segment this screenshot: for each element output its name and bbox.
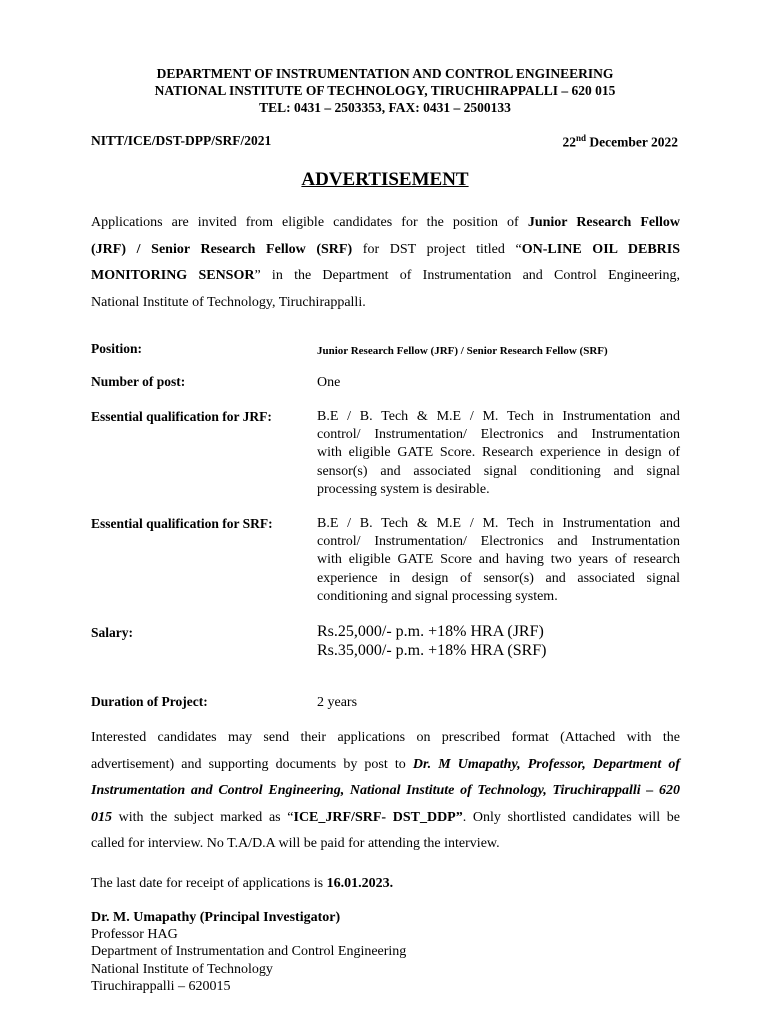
date-suffix: nd	[576, 133, 587, 143]
intro-text: Applications are invited from eligible candidates for the position of	[91, 215, 528, 230]
intro-line	[91, 210, 680, 237]
intro-text: for DST project titled “	[352, 241, 522, 257]
subject-code: ICE_JRF/SRF- DST_DDP”	[293, 809, 463, 825]
signatory-institute: National Institute of Technology	[91, 961, 273, 977]
apply-line	[91, 752, 680, 779]
signatory-name: Dr. M. Umapathy (Principal Investigator)	[91, 910, 341, 925]
posts-label: Number of post:	[91, 374, 186, 389]
application-paragraph	[91, 725, 680, 858]
jrf-line: sensor(s) and associated signal conditioning and signal	[317, 463, 680, 479]
position-value: Junior Research Fellow (JRF) / Senior Research Fellow (SRF)	[317, 345, 608, 357]
intro-paragraph	[91, 210, 680, 316]
intro-line	[91, 237, 680, 264]
salary-value	[317, 622, 680, 660]
srf-qualification-label: Essential qualification for SRF:	[91, 516, 273, 531]
jrf-qualification-label: Essential qualification for JRF:	[91, 409, 272, 424]
signatory-department: Department of Instrumentation and Control Engineering	[91, 944, 407, 960]
position-label: Position:	[91, 341, 143, 356]
srf-line: experience in design of sensor(s) and associated signal	[317, 570, 680, 586]
date-rest: December 2022	[586, 134, 678, 150]
salary-label: Salary:	[91, 625, 133, 640]
last-date-value: 16.01.2023.	[326, 876, 394, 891]
signature-block	[91, 909, 406, 995]
intro-bold: MONITORING SENSOR	[91, 268, 255, 283]
date-day: 22	[562, 134, 577, 150]
srf-line: control/ Instrumentation/ Electronics and Instrumentation	[317, 534, 680, 550]
jrf-line: with eligible GATE Score. Research experience in design of	[317, 445, 680, 461]
contact-address: Instrumentation and Control Engineering, National Institute of Technology, Tiruchirappalli – 620	[91, 783, 680, 798]
contact-line: TEL: 0431 – 2503353, FAX: 0431 – 2500133	[259, 100, 511, 115]
apply-line	[91, 805, 680, 832]
page-title: ADVERTISEMENT	[301, 169, 469, 190]
apply-line	[91, 778, 680, 805]
posts-value: One	[317, 375, 341, 390]
signatory-city: Tiruchirappalli – 620015	[91, 978, 231, 994]
duration-label: Duration of Project:	[91, 694, 208, 709]
srf-line: conditioning and signal processing system.	[317, 588, 558, 604]
salary-line: Rs.25,000/- p.m. +18% HRA (JRF)	[317, 623, 544, 640]
jrf-line: B.E / B. Tech & M.E / M. Tech in Instrumentation and	[317, 409, 680, 424]
salary-line: Rs.35,000/- p.m. +18% HRA (SRF)	[317, 642, 547, 659]
apply-line: Interested candidates may send their applications on prescribed format (Attached with the	[91, 730, 680, 745]
srf-line: B.E / B. Tech & M.E / M. Tech in Instrumentation and	[317, 516, 680, 531]
jrf-qualification-value	[317, 408, 680, 499]
last-date-text: The last date for receipt of applications is	[91, 876, 327, 891]
institute-heading: NATIONAL INSTITUTE OF TECHNOLOGY, TIRUCHIRAPPALLI – 620 015	[154, 83, 616, 98]
jrf-line: control/ Instrumentation/ Electronics and Instrumentation	[317, 427, 680, 443]
apply-text: . Only shortlisted candidates will be	[462, 809, 680, 825]
duration-value: 2 years	[317, 695, 358, 710]
intro-bold: ON-LINE OIL DEBRIS	[521, 241, 680, 257]
contact-pincode: 015	[91, 809, 112, 825]
intro-text: ” in the Department of Instrumentation and Control Engineering,	[254, 268, 680, 283]
apply-line: called for interview. No T.A/D.A will be paid for attending the interview.	[91, 836, 500, 851]
document-date	[563, 133, 678, 151]
intro-line: National Institute of Technology, Tiruchirappalli.	[91, 294, 366, 310]
intro-line	[91, 263, 680, 290]
apply-text: with the subject marked as “	[112, 809, 294, 825]
intro-bold: Junior Research Fellow	[527, 215, 680, 230]
srf-line: with eligible GATE Score and having two years of research	[317, 552, 680, 568]
signatory-designation: Professor HAG	[91, 927, 178, 943]
srf-qualification-value	[317, 515, 680, 606]
department-heading: DEPARTMENT OF INSTRUMENTATION AND CONTROL ENGINEERING	[156, 66, 614, 81]
reference-number: NITT/ICE/DST-DPP/SRF/2021	[91, 133, 272, 148]
contact-person: Dr. M Umapathy, Professor, Department of	[412, 756, 680, 772]
jrf-line: processing system is desirable.	[317, 481, 490, 497]
last-date-line	[91, 875, 393, 892]
intro-bold: (JRF) / Senior Research Fellow (SRF)	[91, 241, 353, 257]
apply-text: advertisement) and supporting documents by post to	[91, 756, 413, 772]
